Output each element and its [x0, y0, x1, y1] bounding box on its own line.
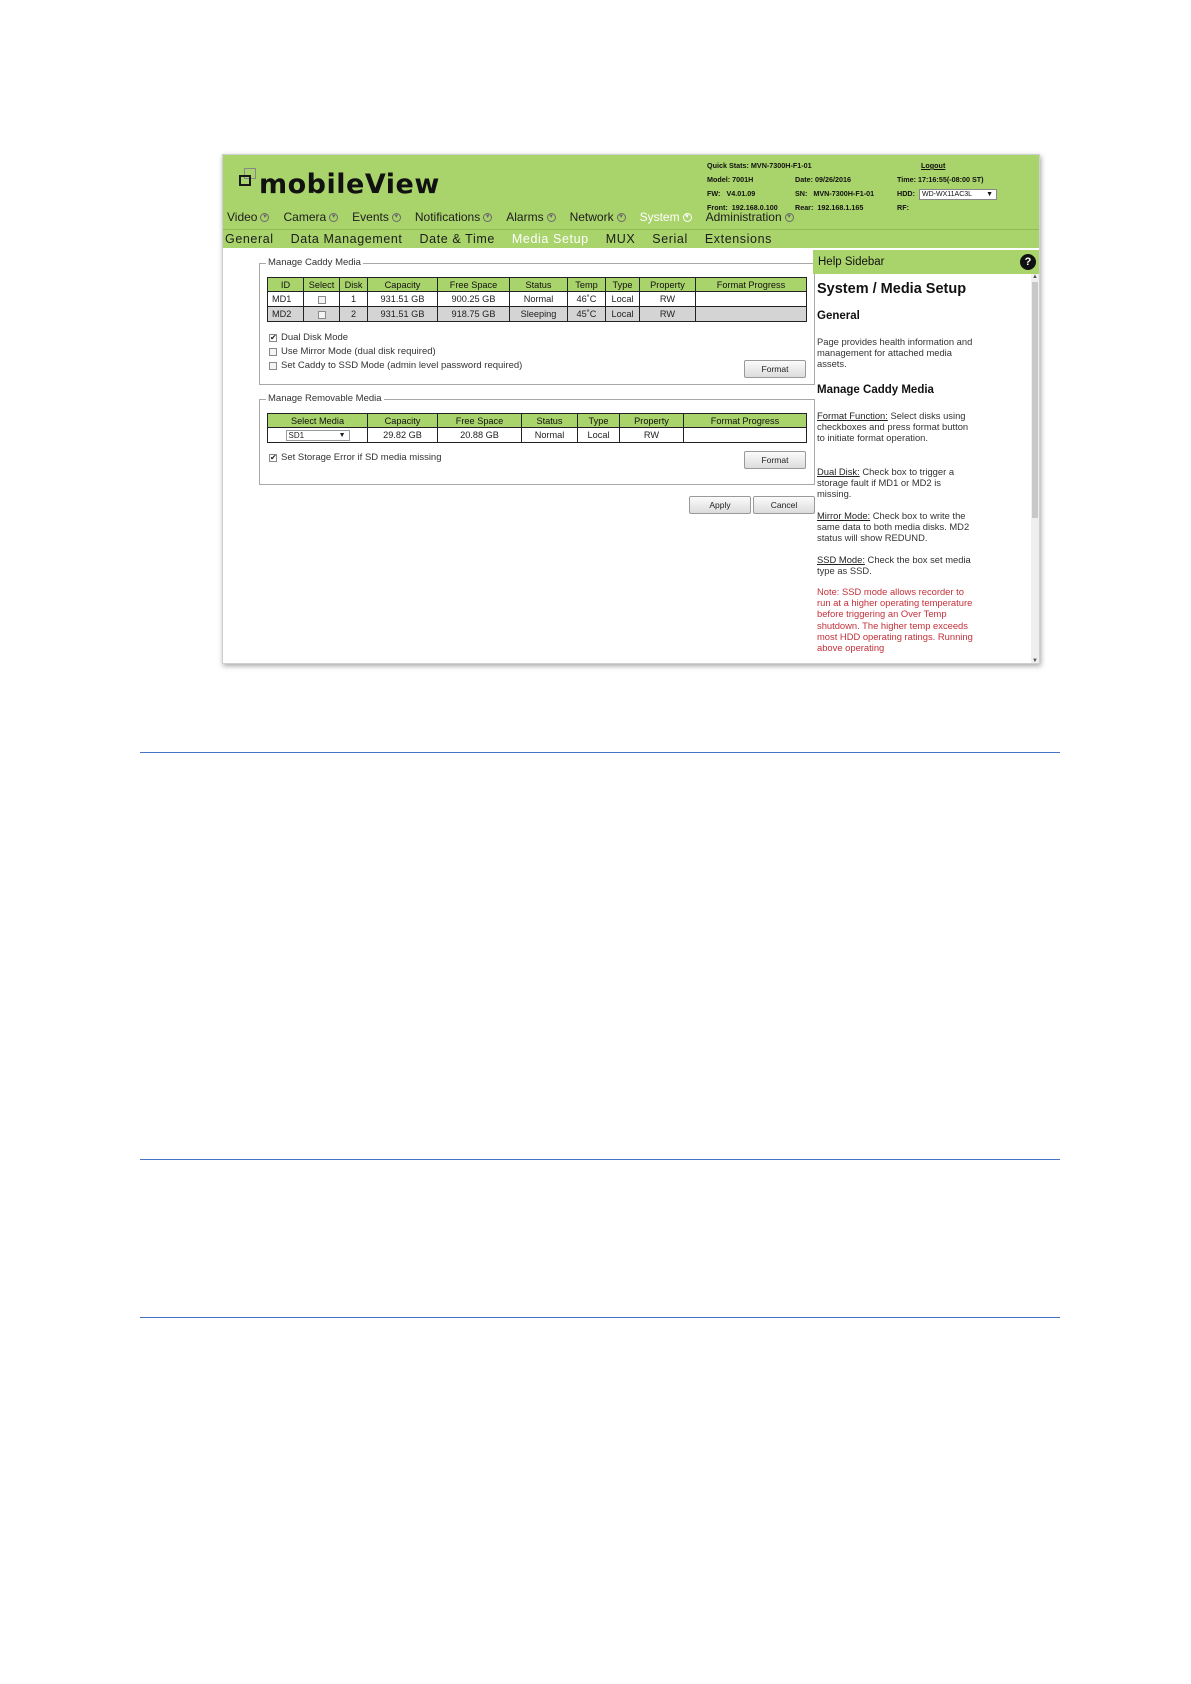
cell-status: Normal	[510, 292, 568, 307]
chevron-down-icon: ▼	[262, 213, 268, 220]
table-row	[268, 307, 807, 322]
col-status: Status	[510, 278, 568, 292]
chevron-down-icon: ▼	[786, 213, 793, 220]
cell-select	[304, 307, 340, 322]
col-property: Property	[620, 414, 684, 428]
nav-events-label: Events	[352, 210, 389, 224]
cell-select-media	[268, 428, 368, 443]
help-mirror-term: Mirror Mode:	[817, 510, 871, 521]
cell-disk: 1	[340, 292, 368, 307]
cell-type: Local	[606, 292, 640, 307]
caddy-format-button[interactable]: Format	[744, 360, 806, 378]
mirror-mode-checkbox[interactable]	[269, 348, 277, 356]
nav-alarms[interactable]	[506, 209, 555, 225]
help-ssd-paragraph	[817, 554, 977, 576]
cell-property: RW	[620, 428, 684, 443]
rear-label: Rear:	[795, 203, 814, 212]
cell-property: RW	[640, 307, 696, 322]
caddy-table	[267, 277, 807, 322]
nav-administration[interactable]	[706, 209, 794, 225]
dual-disk-label: Dual Disk Mode	[281, 332, 349, 343]
help-general-heading: General	[817, 310, 860, 322]
subnav-serial[interactable]: Serial	[652, 232, 688, 246]
table-header-row	[268, 278, 807, 292]
model-value: 7001H	[732, 175, 754, 184]
storage-error-option[interactable]	[269, 452, 442, 463]
cancel-button[interactable]: Cancel	[753, 496, 815, 514]
cell-status: Sleeping	[510, 307, 568, 322]
col-temp: Temp	[568, 278, 606, 292]
cell-free-space: 918.75 GB	[438, 307, 510, 322]
cell-format-progress	[684, 428, 807, 443]
col-capacity: Capacity	[368, 414, 438, 428]
help-dual-term: Dual Disk:	[817, 466, 860, 477]
ssd-mode-label: Set Caddy to SSD Mode (admin level password required)	[281, 360, 523, 371]
page-rule-1	[140, 752, 1060, 753]
nav-video-label: Video	[227, 210, 258, 224]
help-sidebar-header	[813, 250, 1039, 274]
model-label: Model:	[707, 175, 731, 184]
select-md2-checkbox[interactable]	[318, 311, 326, 319]
caddy-media-legend: Manage Caddy Media	[268, 257, 361, 268]
cell-capacity: 29.82 GB	[368, 428, 438, 443]
col-type: Type	[606, 278, 640, 292]
nav-video[interactable]	[227, 209, 269, 225]
help-mirror-text: Check box to write the same data to both media disks. MD2 status will show REDUND.	[817, 510, 970, 544]
help-sidebar-title: Help Sidebar	[818, 256, 885, 268]
nav-system-label: System	[639, 210, 680, 224]
col-format-progress: Format Progress	[684, 414, 807, 428]
ssd-mode-option[interactable]	[269, 360, 522, 371]
subnav-media-setup[interactable]: Media Setup	[511, 232, 589, 246]
help-page-title: System / Media Setup	[817, 281, 967, 297]
table-header-row	[268, 414, 807, 428]
brand-logo: mobileView	[259, 169, 440, 200]
caddy-media-group	[259, 257, 815, 385]
nav-network-label: Network	[569, 210, 614, 224]
time-label: Time:	[897, 175, 917, 184]
help-ssd-note: Note: SSD mode allows recorder to run at a higher operating temperature before triggering an Over Temp shutdown. The higher temp exceeds most HDD operating ratings. Running above operating	[817, 586, 973, 654]
rf-label: RF:	[897, 203, 909, 212]
logout-link[interactable]: Logout	[921, 161, 946, 170]
col-free-space: Free Space	[438, 278, 510, 292]
header-bar	[223, 155, 1040, 229]
quick-stats-title: Quick Stats: MVN-7300H-F1-01	[707, 161, 812, 170]
nav-events[interactable]	[352, 209, 401, 225]
help-sidebar-body	[813, 274, 1031, 664]
nav-system[interactable]	[640, 209, 692, 225]
scrollbar-thumb[interactable]	[1032, 282, 1038, 518]
nav-administration-label: Administration	[705, 210, 782, 224]
help-ssd-text: Check the box set media type as SSD.	[817, 554, 971, 577]
cell-status: Normal	[522, 428, 578, 443]
col-type: Type	[578, 414, 620, 428]
cell-capacity: 931.51 GB	[368, 307, 438, 322]
removable-format-button[interactable]: Format	[744, 451, 806, 469]
select-md1-checkbox[interactable]	[318, 296, 326, 304]
cell-capacity: 931.51 GB	[368, 292, 438, 307]
mirror-mode-label: Use Mirror Mode (dual disk required)	[281, 346, 436, 357]
help-dual-text: Check box to trigger a storage fault if MD1 or MD2 is missing.	[817, 466, 955, 500]
nav-notifications[interactable]	[415, 209, 492, 225]
nav-camera[interactable]	[283, 209, 338, 225]
select-media-value: SD1	[288, 430, 305, 440]
apply-button[interactable]: Apply	[689, 496, 751, 514]
front-label: Front:	[707, 203, 728, 212]
dual-disk-checkbox[interactable]	[269, 334, 277, 342]
storage-error-label: Set Storage Error if SD media missing	[281, 452, 442, 463]
quick-stats	[707, 159, 1037, 215]
time-value: 17:16:55(-08:00 ST)	[918, 175, 984, 184]
cell-select	[304, 292, 340, 307]
page-rule-2	[140, 1159, 1060, 1160]
cell-format-progress	[696, 307, 807, 322]
sub-nav	[223, 229, 1040, 248]
chevron-down-icon: ▼	[548, 213, 555, 220]
cell-free-space: 20.88 GB	[438, 428, 522, 443]
scroll-up-icon[interactable]: ▲	[1032, 274, 1038, 280]
help-format-text: Select disks using checkboxes and press format button to initiate format operation.	[817, 410, 969, 444]
help-format-paragraph	[817, 410, 977, 444]
front-value: 192.168.0.100	[731, 203, 778, 212]
cell-format-progress	[696, 292, 807, 307]
removable-media-legend: Manage Removable Media	[268, 393, 382, 404]
select-media-dropdown[interactable]	[286, 430, 350, 441]
sn-value: MVN-7300H-F1-01	[813, 189, 875, 198]
col-select-media: Select Media	[268, 414, 368, 428]
nav-network[interactable]	[570, 209, 626, 225]
help-caddy-heading: Manage Caddy Media	[817, 384, 934, 396]
mobileview-window	[222, 154, 1040, 664]
cell-free-space: 900.25 GB	[438, 292, 510, 307]
removable-media-group	[259, 393, 815, 485]
cell-id: MD1	[268, 292, 304, 307]
subnav-data-management[interactable]: Data Management	[290, 232, 403, 246]
subnav-general[interactable]: General	[225, 232, 274, 246]
main-nav	[227, 209, 808, 225]
cell-type: Local	[578, 428, 620, 443]
help-scrollbar[interactable]	[1031, 274, 1039, 664]
cell-temp: 46˚C	[568, 292, 606, 307]
chevron-down-icon: ▼	[330, 213, 337, 220]
col-disk: Disk	[340, 278, 368, 292]
cell-property: RW	[640, 292, 696, 307]
help-question-icon[interactable]: ?	[1020, 254, 1036, 270]
chevron-down-icon: ▼	[484, 213, 491, 220]
subnav-mux[interactable]: MUX	[605, 232, 636, 246]
table-row	[268, 428, 807, 443]
hdd-value: WD-WX11AC3L	[922, 191, 973, 198]
chevron-down-icon: ▼	[684, 213, 691, 220]
help-dual-paragraph	[817, 466, 977, 500]
dual-disk-option[interactable]	[269, 332, 348, 343]
table-row	[268, 292, 807, 307]
mirror-mode-option[interactable]	[269, 346, 436, 357]
subnav-date-time[interactable]: Date & Time	[419, 232, 495, 246]
subnav-extensions[interactable]: Extensions	[704, 232, 772, 246]
cell-temp: 45˚C	[568, 307, 606, 322]
help-ssd-term: SSD Mode:	[817, 554, 865, 565]
col-property: Property	[640, 278, 696, 292]
help-general-text: Page provides health information and management for attached media assets.	[817, 336, 973, 370]
cell-type: Local	[606, 307, 640, 322]
col-capacity: Capacity	[368, 278, 438, 292]
fw-value: V4.01.09	[726, 189, 756, 198]
hdd-label: HDD:	[897, 189, 915, 198]
dropdown-arrow-icon: ▼	[338, 431, 346, 439]
cell-id: MD2	[268, 307, 304, 322]
removable-table	[267, 413, 807, 443]
scroll-down-icon[interactable]: ▼	[1032, 658, 1038, 664]
ssd-mode-checkbox[interactable]	[269, 362, 277, 370]
nav-camera-label: Camera	[283, 210, 327, 224]
chevron-down-icon: ▼	[393, 213, 400, 220]
dropdown-arrow-icon: ▼	[986, 191, 993, 198]
cell-disk: 2	[340, 307, 368, 322]
rear-value: 192.168.1.165	[817, 203, 864, 212]
date-value: 09/26/2016	[814, 175, 851, 184]
help-mirror-paragraph	[817, 510, 977, 544]
hdd-select[interactable]	[919, 189, 997, 200]
col-format-progress: Format Progress	[696, 278, 807, 292]
sn-label: SN:	[795, 189, 808, 198]
col-free-space: Free Space	[438, 414, 522, 428]
help-format-term: Format Function:	[817, 410, 888, 421]
fw-label: FW:	[707, 189, 721, 198]
nav-alarms-label: Alarms	[506, 210, 544, 224]
chevron-down-icon: ▼	[618, 213, 625, 220]
col-select: Select	[304, 278, 340, 292]
logo-icon	[239, 165, 259, 185]
col-status: Status	[522, 414, 578, 428]
date-label: Date:	[795, 175, 813, 184]
page-rule-3	[140, 1317, 1060, 1318]
nav-notifications-label: Notifications	[414, 210, 481, 224]
storage-error-checkbox[interactable]	[269, 454, 277, 462]
col-id: ID	[268, 278, 304, 292]
